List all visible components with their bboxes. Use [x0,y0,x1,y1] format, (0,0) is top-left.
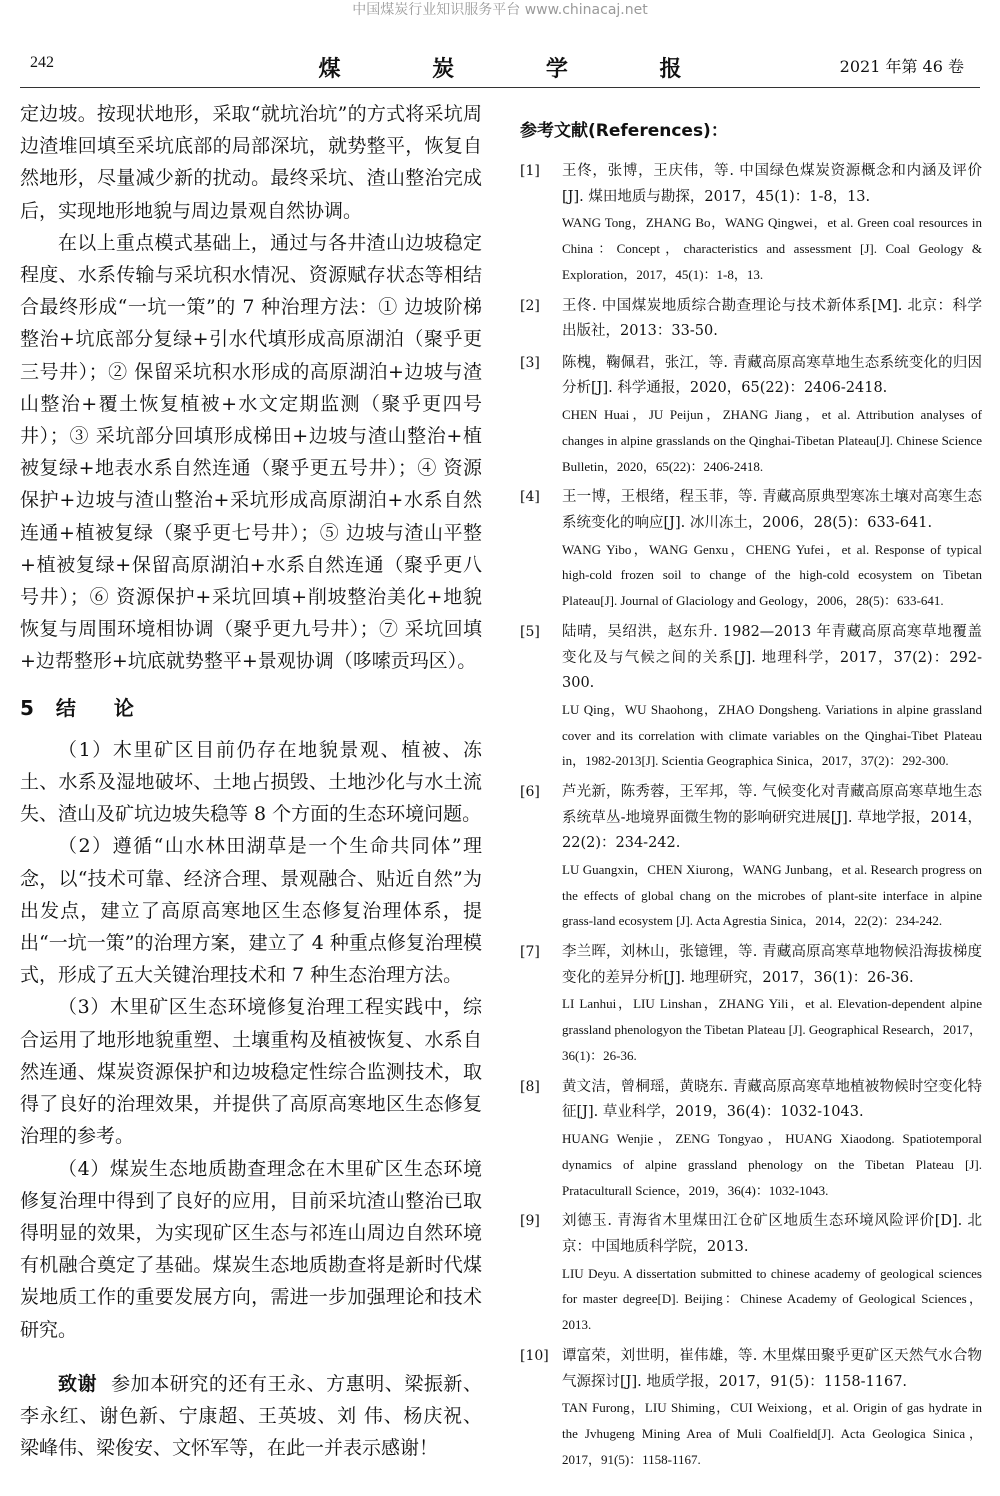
reference-number: [5] [520,623,540,640]
running-header [20,52,980,82]
reference-chinese: 李兰晖，刘林山，张镱锂，等. 青藏高原高寒草地物候沿海拔梯度变化的差异分析[J]. 地理研究，2017，36(1)：26-36. [562,944,982,986]
header-rule [20,87,980,88]
reference-item [520,1344,982,1473]
left-column [20,98,482,1464]
reference-number: [6] [520,784,540,801]
reference-chinese: 黄文洁，曾桐瑶，黄晓东. 青藏高原高寒草地植被物候时空变化特征[J]. 草业科学，2019，36(4)：1032-1043. [562,1078,982,1121]
reference-number: [3] [520,354,540,371]
reference-english: LU Qing，WU Shaohong，ZHAO Dongsheng. Variations in alpine grassland cover and its correlation with climate variables on the Qinghai-Tibet Plateau in，1982-2013[J]. Scientia Geographica Sinica，2017，37(2)：292-300. [562,701,982,769]
page-number: 242 [30,54,54,71]
issue-label: 2021 年第 46 卷 [839,57,964,76]
reference-number: [10] [520,1348,549,1364]
reference-item [520,620,982,774]
conclusion-4: （4）煤炭生态地质勘查理念在木里矿区生态环境修复治理中得到了良好的应用，目前采坑渣山整治已取得明显的效果，为实现矿区生态与祁连山周边自然环境有机融合奠定了基础。煤炭生态地质勘查将是新时代煤炭地质工作的重要发展方向，需进一步加强理论和技术研究。 [20,1157,482,1341]
reference-item [520,780,982,934]
reference-english: HUANG Wenjie，ZENG Tongyao，HUANG Xiaodong. Spatiotemporal dynamics of alpine grassland phenology on the Tibetan Plateau [J]. Prataculturall Science，2019，36(4)：1032-1043. [562,1131,982,1198]
reference-chinese: 谭富荣，刘世明，崔伟雄，等. 木里煤田聚乎更矿区天然气水合物气源探讨[J]. 地质学报，2017，91(5)：1158-1167. [562,1348,982,1390]
reference-english: TAN Furong，LIU Shiming，CUI Weixiong，et al. Origin of gas hydrate in the Jvhugeng Mining Area of Muli Coalfield[J]. Acta Geologica Sinica，2017，91(5)：1158-1167. [562,1400,982,1467]
section-title-part-2: 论 [113,695,134,720]
reference-number: [1] [520,163,540,179]
watermark: 中国煤炭行业知识服务平台 www.chinacaj.net [352,2,648,18]
section-number: 5 [20,695,34,720]
acknowledgement [20,1368,482,1465]
conclusion-3: （3）木里矿区生态环境修复治理工程实践中，综合运用了地形地貌重塑、土壤重构及植被恢复、水系自然连通、煤炭资源保护和边坡稳定性综合监测技术，取得了良好的治理效果，并提供了高原高寒地区生态修复治理的参考。 [20,996,482,1148]
reference-chinese: 王佟，张博，王庆伟，等. 中国绿色煤炭资源概念和内涵及评价[J]. 煤田地质与勘探，2017，45(1)：1-8，13. [562,163,982,205]
reference-number: [8] [520,1078,540,1095]
reference-number: [9] [520,1213,540,1230]
reference-chinese: 芦光新，陈秀蓉，王军邦，等. 气候变化对青藏高原高寒草地生态系统草丛-地境界面微生物的影响研究进展[J]. 草地学报，2014，22(2)：234-242. [562,784,982,852]
paragraph-methods: 在以上重点模式基础上，通过与各井渣山边坡稳定程度、水系传输与采坑积水情况、资源赋存状态等相结合最终形成“一坑一策”的 7 种治理方法：① 边坡阶梯整治+坑底部分复绿+引水代填形成高原湖泊（聚乎更三号井）；② 保留采坑积水形成的高原湖泊+边坡与渣山整治+覆土恢复植被+水文定期监测（聚乎更四号井）；③ 采坑部分回填形成梯田+边坡与渣山整治+植被复绿+地表水系自然连通（聚乎更五号井）；④ 资源保护+边坡与渣山整治+采坑形成高原湖泊+水系自然连通+植被复绿（聚乎更七号井）；⑤ 边坡与渣山平整+植被复绿+保留高原湖泊+水系自然连通（聚乎更八号井）；⑥ 资源保护+采坑回填+削坡整治美化+地貌恢复与周围环境相协调（聚乎更九号井）；⑦ 采坑回填+边帮整形+坑底就势整平+景观协调（哆嗦贡玛区）。 [20,231,482,673]
reference-english: WANG Yibo，WANG Genxu，CHENG Yufei，et al. Response of typical high-cold frozen soil to change of the high-cold ecosystem on Tibetan Plateau[J]. Journal of Glaciology and Geology，2006，28(5)：633-641. [562,541,982,609]
reference-number: [7] [520,944,540,961]
conclusion-2: （2）遵循“山水林田湖草是一个生命共同体”理念，以“技术可靠、经济合理、景观融合、贴近自然”为出发点，建立了高原高寒地区生态修复治理体系，提出“一坑一策”的治理方案，建立了 4 种重点修复治理模式，形成了五大关键治理技术和 7 种生态治理方法。 [20,835,482,987]
paragraph-continuation: 定边坡。按现状地形，采取“就坑治坑”的方式将采坑周边渣堆回填至采坑底部的局部深坑，就势整平，恢复自然地形，尽量减少新的扰动。最终采坑、渣山整治完成后，实现地形地貌与周边景观自然协调。 [20,103,482,222]
conclusion-1: （1）木里矿区目前仍存在地貌景观、植被、冻土、水系及湿地破坏、土地占损毁、土地沙化与水土流失、渣山及矿坑边坡失稳等 8 个方面的生态环境问题。 [20,738,482,826]
reference-english: LU Guangxin，CHEN Xiurong，WANG Junbang，et al. Research progress on the effects of global chang on the microbes of plant-site interface in alpine grass-land ecosystem [J]. Acta Agrestia Sinica，2014，22(2)：234-242. [562,861,982,929]
journal-title: 煤 炭 学 报 [318,56,724,82]
reference-chinese: 王佟. 中国煤炭地质综合勘查理论与技术新体系[M]. 北京：科学出版社，2013：33-50. [562,297,982,340]
reference-chinese: 陆晴，吴绍洪，赵东升. 1982—2013 年青藏高原高寒草地覆盖变化及与气候之间的关系[J]. 地理科学，2017，37(2)：292-300. [562,623,982,692]
reference-english: LIU Deyu. A dissertation submitted to chinese academy of geological sciences for master degree[D]. Beijing：Chinese Academy of Geological Sciences，2013. [562,1265,982,1333]
reference-item [520,159,982,288]
section-heading [20,692,482,724]
reference-chinese: 陈槐，鞠佩君，张江，等. 青藏高原高寒草地生态系统变化的归因分析[J]. 科学通报，2020，65(22)：2406-2418. [562,354,982,397]
reference-item [520,294,982,345]
reference-english: WANG Tong，ZHANG Bo，WANG Qingwei，et al. Green coal resources in China：Concept，characteristics and assessment [J]. Coal Geology & Exploration，2017，45(1)：1-8，13. [562,215,982,282]
references-column [520,116,982,1479]
reference-item [520,1209,982,1338]
reference-chinese: 王一博，王根绪，程玉菲，等. 青藏高原典型寒冻土壤对高寒生态系统变化的响应[J]. 冰川冻土，2006，28(5)：633-641. [562,489,982,531]
reference-english: CHEN Huai，JU Peijun，ZHANG Jiang，et al. Attribution analyses of changes in alpine grasslands on the Qinghai-Tibetan Plateau[J]. Chinese Science Bulletin，2020，65(22)：2406-2418. [562,406,982,474]
reference-item [520,1075,982,1204]
acknowledgement-text: 参加本研究的还有王永、方惠明、梁振新、李永红、谢色新、宁康超、王英坡、刘 伟、杨庆祝、梁峰伟、梁俊安、文怀军等，在此一并表示感谢！ [20,1372,482,1460]
reference-item [520,940,982,1069]
acknowledgement-title: 致谢 [58,1372,98,1395]
reference-item [520,485,982,614]
reference-english: LI Lanhui，LIU Linshan，ZHANG Yili，et al. Elevation-dependent alpine grassland phenologyon the Tibetan Plateau [J]. Geographical Research，2017，36(1)：26-36. [562,996,982,1064]
reference-item [520,351,982,480]
reference-number: [2] [520,297,540,314]
reference-chinese: 刘德玉. 青海省木里煤田江仓矿区地质生态环境风险评价[D]. 北京：中国地质科学院，2013. [562,1213,982,1256]
references-heading: 参考文献(References)： [520,121,728,141]
reference-number: [4] [520,489,540,506]
section-title-part-1: 结 [55,695,76,720]
